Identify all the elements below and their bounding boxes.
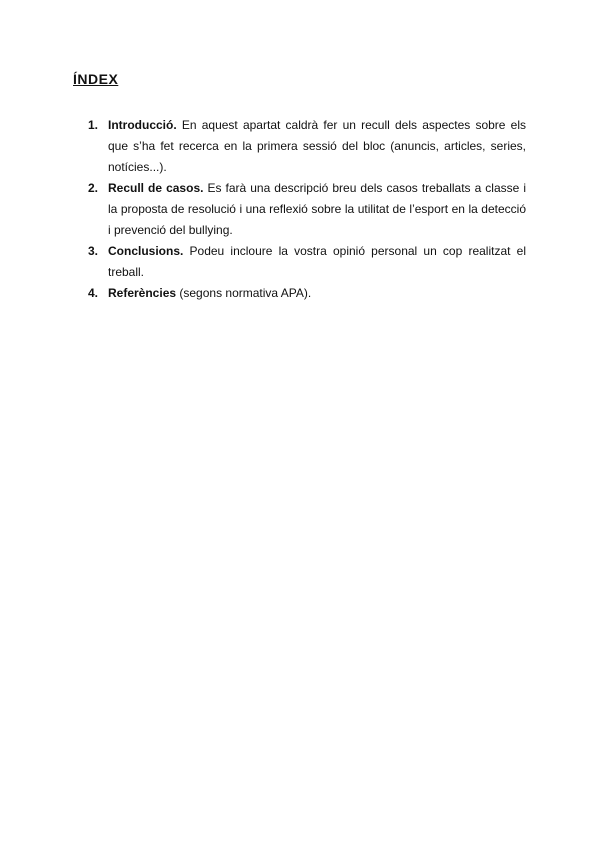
index-list — [88, 115, 526, 304]
item-term: Referències — [108, 286, 177, 300]
item-body — [108, 115, 526, 178]
item-number: 4. — [88, 286, 99, 300]
item-number: 1. — [88, 118, 99, 132]
item-body — [108, 178, 526, 241]
item-text: En aquest apartat caldrà fer un recull dels aspectes sobre els que s’ha fet recerca en la primera sessió del bloc (anuncis, articles, series, notícies...). — [108, 118, 526, 174]
index-item-recull-de-casos — [88, 178, 526, 241]
item-text: (segons normativa APA). — [176, 286, 312, 300]
item-number: 3. — [88, 244, 99, 258]
item-body — [108, 283, 526, 304]
item-term: Introducció. — [108, 118, 177, 132]
item-text: Podeu incloure la vostra opinió personal un cop realitzat el treball. — [108, 244, 526, 279]
index-item-conclusions — [88, 241, 526, 283]
index-heading: ÍNDEX — [73, 71, 119, 87]
item-body — [108, 241, 526, 283]
item-term: Conclusions. — [108, 244, 184, 258]
index-item-introduccio — [88, 115, 526, 178]
item-term: Recull de casos. — [108, 181, 204, 195]
item-text: Es farà una descripció breu dels casos treballats a classe i la proposta de resolució i una reflexió sobre la utilitat de l’esport en la detecció i prevenció del bullying. — [108, 181, 526, 237]
index-item-referencies — [88, 283, 526, 304]
item-number: 2. — [88, 181, 99, 195]
